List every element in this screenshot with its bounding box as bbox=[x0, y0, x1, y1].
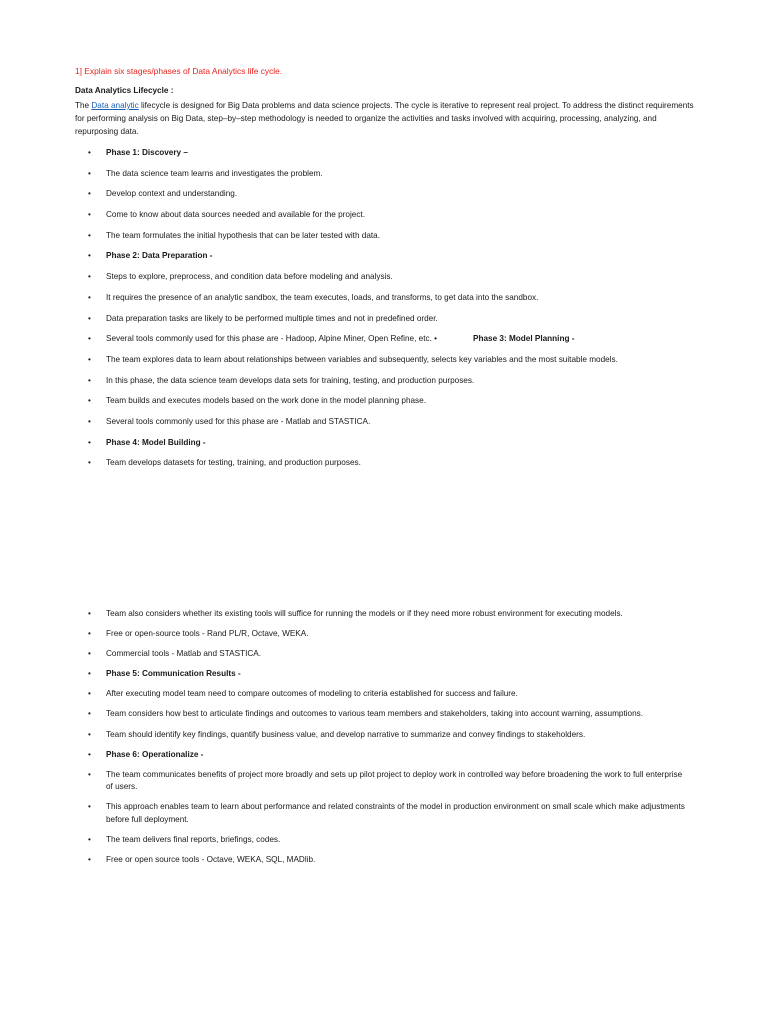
list-item bbox=[88, 834, 688, 847]
phase-heading-item bbox=[88, 749, 688, 762]
bullet-icon: • bbox=[88, 855, 91, 865]
question-title: 1] Explain six stages/phases of Data Analytics life cycle. bbox=[75, 66, 283, 76]
list-item-text: It requires the presence of an analytic sandbox, the team executes, loads, and transforms, to get data into the sandbox. bbox=[106, 292, 539, 302]
bullet-icon: • bbox=[88, 148, 91, 157]
list-item bbox=[88, 209, 688, 222]
list-item bbox=[88, 188, 688, 201]
list-item-text: Phase 6: Operationalize - bbox=[106, 749, 204, 759]
list-item bbox=[88, 688, 688, 701]
bullet-icon: • bbox=[88, 834, 91, 844]
list-item bbox=[88, 354, 688, 367]
list-item-text: The team formulates the initial hypothesis that can be later tested with data. bbox=[106, 230, 380, 240]
bullet-icon: • bbox=[88, 749, 91, 759]
bullet-icon: • bbox=[88, 802, 91, 812]
intro-paragraph bbox=[75, 99, 695, 138]
list-item bbox=[88, 457, 688, 470]
bullet-icon: • bbox=[88, 609, 91, 618]
list-item bbox=[88, 854, 688, 867]
list-item bbox=[88, 333, 688, 346]
bullet-icon: • bbox=[88, 210, 91, 220]
list-item-text: The team delivers final reports, briefings, codes. bbox=[106, 834, 281, 844]
list-item-text: Steps to explore, preprocess, and condition data before modeling and analysis. bbox=[106, 272, 393, 282]
data-analytic-link[interactable]: Data analytic bbox=[91, 101, 139, 110]
bullet-icon: • bbox=[88, 769, 91, 779]
list-item-text: The team explores data to learn about relationships between variables and subsequently, selects key variables and the most suitable models. bbox=[106, 354, 618, 364]
list-item bbox=[88, 608, 688, 621]
bullet-icon: • bbox=[88, 272, 91, 282]
list-item bbox=[88, 375, 688, 388]
bullet-icon: • bbox=[88, 437, 91, 447]
bullet-icon: • bbox=[88, 292, 91, 302]
intro-prefix: The bbox=[75, 101, 92, 110]
list-item bbox=[88, 648, 688, 661]
bullet-icon: • bbox=[88, 729, 91, 739]
list-item-text: Team builds and executes models based on the work done in the model planning phase. bbox=[106, 396, 426, 406]
list-item-text: This approach enables team to learn about performance and related constraints of the model in production environment on small scale which make adjustments before full deployment. bbox=[106, 802, 685, 824]
bullet-icon: • bbox=[88, 334, 91, 344]
bullet-icon: • bbox=[88, 458, 91, 468]
bullet-icon: • bbox=[88, 649, 91, 659]
inline-phase-heading: Phase 3: Model Planning - bbox=[473, 334, 575, 344]
list-item-text: Team also considers whether its existing tools will suffice for running the models or if they need more robust environment for executing models. bbox=[106, 609, 623, 618]
list-item-text: Commercial tools - Matlab and STASTICA. bbox=[106, 649, 262, 659]
list-item bbox=[88, 395, 688, 408]
bullet-icon: • bbox=[88, 189, 91, 199]
list-item bbox=[88, 313, 688, 326]
list-item-text: In this phase, the data science team develops data sets for training, testing, and production purposes. bbox=[106, 375, 475, 385]
list-item-text: Team considers how best to articulate findings and outcomes to various team members and stakeholders, taking into account warning, assumptions. bbox=[106, 709, 644, 719]
phase-heading-item bbox=[88, 250, 688, 263]
section-heading: Data Analytics Lifecycle : bbox=[75, 86, 174, 95]
bullet-icon: • bbox=[88, 396, 91, 406]
bullet-icon: • bbox=[88, 230, 91, 240]
list-item bbox=[88, 230, 688, 243]
list-item-text: Team should identify key findings, quantify business value, and develop narrative to summarize and convey findings to stakeholders. bbox=[106, 729, 586, 739]
list-item-text: Phase 5: Communication Results - bbox=[106, 669, 241, 679]
list-item-text: Phase 4: Model Building - bbox=[106, 437, 206, 447]
list-item-text: Phase 1: Discovery – bbox=[106, 148, 188, 157]
list-item bbox=[88, 168, 688, 181]
bullet-icon: • bbox=[88, 629, 91, 639]
list-item-text: Develop context and understanding. bbox=[106, 189, 238, 199]
intro-suffix: lifecycle is designed for Big Data problems and data science projects. The cycle is iterative to represent real project. To address the distinct requirements for performing analysis on Big Data, step–by–step methodology is needed to organize the activities and tasks involved with acquiring, processing, analyzing, and repurposing data. bbox=[75, 101, 694, 136]
list-item bbox=[88, 271, 688, 284]
bullet-list-bottom bbox=[88, 608, 688, 874]
phase-heading-item bbox=[88, 668, 688, 681]
phase-heading-item bbox=[88, 147, 688, 160]
phase-heading-item bbox=[88, 437, 688, 450]
list-item-text: The data science team learns and investigates the problem. bbox=[106, 168, 323, 178]
bullet-icon: • bbox=[88, 375, 91, 385]
list-item-text: Data preparation tasks are likely to be performed multiple times and not in predefined order. bbox=[106, 313, 438, 323]
bullet-icon: • bbox=[88, 354, 91, 364]
list-item-text: Free or open-source tools - Rand PL/R, Octave, WEKA. bbox=[106, 629, 309, 639]
list-item-text: Several tools commonly used for this phase are - Matlab and STASTICA. bbox=[106, 416, 371, 426]
list-item-text: Come to know about data sources needed and available for the project. bbox=[106, 210, 365, 220]
list-item-text: Phase 2: Data Preparation - bbox=[106, 251, 213, 261]
list-item bbox=[88, 708, 688, 721]
list-item bbox=[88, 801, 688, 826]
bullet-icon: • bbox=[88, 709, 91, 719]
list-item bbox=[88, 292, 688, 305]
bullet-icon: • bbox=[88, 313, 91, 323]
list-item-text: Several tools commonly used for this phase are - Hadoop, Alpine Miner, Open Refine, etc. • bbox=[106, 334, 437, 344]
list-item bbox=[88, 729, 688, 742]
bullet-icon: • bbox=[88, 416, 91, 426]
bullet-icon: • bbox=[88, 251, 91, 261]
bullet-icon: • bbox=[88, 669, 91, 679]
list-item bbox=[88, 416, 688, 429]
list-item bbox=[88, 769, 688, 794]
bullet-list-top bbox=[88, 147, 688, 478]
list-item bbox=[88, 628, 688, 641]
list-item-text: Team develops datasets for testing, training, and production purposes. bbox=[106, 458, 361, 468]
list-item-text: After executing model team need to compare outcomes of modeling to criteria established for success and failure. bbox=[106, 689, 518, 699]
list-item-text: Free or open source tools - Octave, WEKA, SQL, MADlib. bbox=[106, 855, 316, 865]
list-item-text: The team communicates benefits of project more broadly and sets up pilot project to deploy work in controlled way before broadening the work to full enterprise of users. bbox=[106, 769, 683, 792]
bullet-icon: • bbox=[88, 689, 91, 699]
bullet-icon: • bbox=[88, 168, 91, 178]
